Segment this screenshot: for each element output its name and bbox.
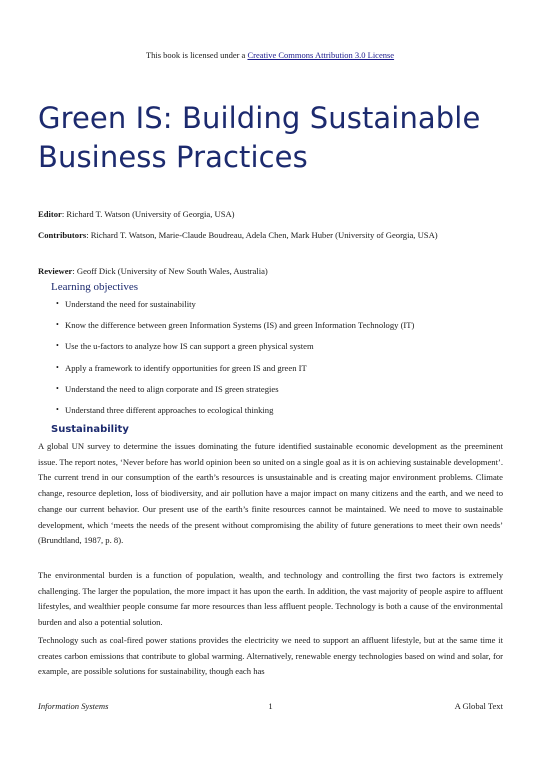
editor-label: Editor: [38, 209, 62, 219]
license-link[interactable]: Creative Commons Attribution 3.0 License: [247, 50, 395, 60]
page-number: 1: [268, 701, 273, 711]
reviewer-line: [38, 263, 503, 280]
body-paragraph: Technology such as coal-fired power stations provides the electricity we need to support an affluent lifestyle, but at the same time it creates carbon emissions that contribute to global warming. Alternatively, renewable energy technologies based on wind and solar, for example, are possible solutions for sustainability, though each has: [38, 635, 503, 677]
bullet-icon: •: [56, 299, 59, 308]
list-item-text: Understand the need to align corporate and IS green strategies: [65, 383, 279, 394]
list-item: [56, 383, 506, 404]
page-title: Green IS: Building Sustainable Business Practices: [38, 101, 481, 174]
bullet-icon: •: [56, 320, 59, 330]
list-item: [56, 340, 506, 361]
bullet-icon: •: [56, 404, 59, 414]
list-item: [56, 298, 506, 319]
list-item: [56, 404, 506, 425]
bullet-icon: •: [56, 383, 59, 393]
learning-objectives-heading: Learning objectives: [51, 281, 139, 293]
contributors-label: Contributors: [38, 230, 87, 240]
list-item-text: Apply a framework to identify opportunities for green IS and green IT: [65, 362, 307, 373]
list-item-text: Know the difference between green Information Systems (IS) and green Information Technology (IT): [65, 320, 415, 331]
reviewer-value: : Geoff Dick (University of New South Wales, Australia): [72, 266, 268, 276]
body-paragraph: The environmental burden is a function of population, wealth, and technology and controlling the first two factors is extremely challenging. The larger the population, the more impact it has upon the earth. In addition, the vast majority of people aspire to affluent lifestyles, and wealthier people consume far more resources than less affluent people. Technology is both a cause of the environmental burden and also a potential solution.: [38, 570, 503, 628]
learning-objectives-list: [56, 298, 506, 425]
editor-value: : Richard T. Watson (University of Georgia, USA): [61, 209, 235, 219]
contributors-value: : Richard T. Watson, Marie-Claude Boudreau, Adela Chen, Mark Huber (University of Georgia, USA): [86, 230, 438, 240]
sustainability-heading: Sustainability: [51, 424, 129, 435]
list-item-text: Understand the need for sustainability: [65, 299, 196, 309]
reviewer-label: Reviewer: [38, 266, 73, 276]
license-notice: [0, 50, 540, 60]
footer-publisher: A Global Text: [454, 701, 503, 711]
list-item-text: Use the u-factors to analyze how IS can support a green physical system: [65, 341, 314, 352]
bullet-icon: •: [56, 362, 59, 372]
body-paragraph: A global UN survey to determine the issues dominating the future identified sustainable economic development as the preeminent issue. The report notes, ‘Never before has world opinion been so united on a single goal as it is on achieving sustainable development’. The current trend in our consumption of the earth’s resources is unsustainable and is creating major environment problems. Climate change, resource depletion, loss of biodiversity, and air pollution have a major impact on many citizens and the earth, and we need to change our current behavior. Our present use of the earth’s finite resources cannot be maintained. We need to move to sustainable development, which ‘meets the needs of the present without compromising the ability of future generations to meet their own needs’ (Brundtland, 1987, p. 8).: [38, 441, 503, 546]
list-item-text: Understand three different approaches to ecological thinking: [65, 404, 274, 415]
list-item: [56, 362, 506, 383]
bullet-icon: •: [56, 341, 59, 351]
license-prefix: This book is licensed under a: [145, 50, 248, 60]
contributors-line: [38, 227, 503, 244]
list-item: [56, 319, 506, 340]
editor-line: [38, 206, 503, 223]
footer-book-title: Information Systems: [38, 701, 109, 711]
